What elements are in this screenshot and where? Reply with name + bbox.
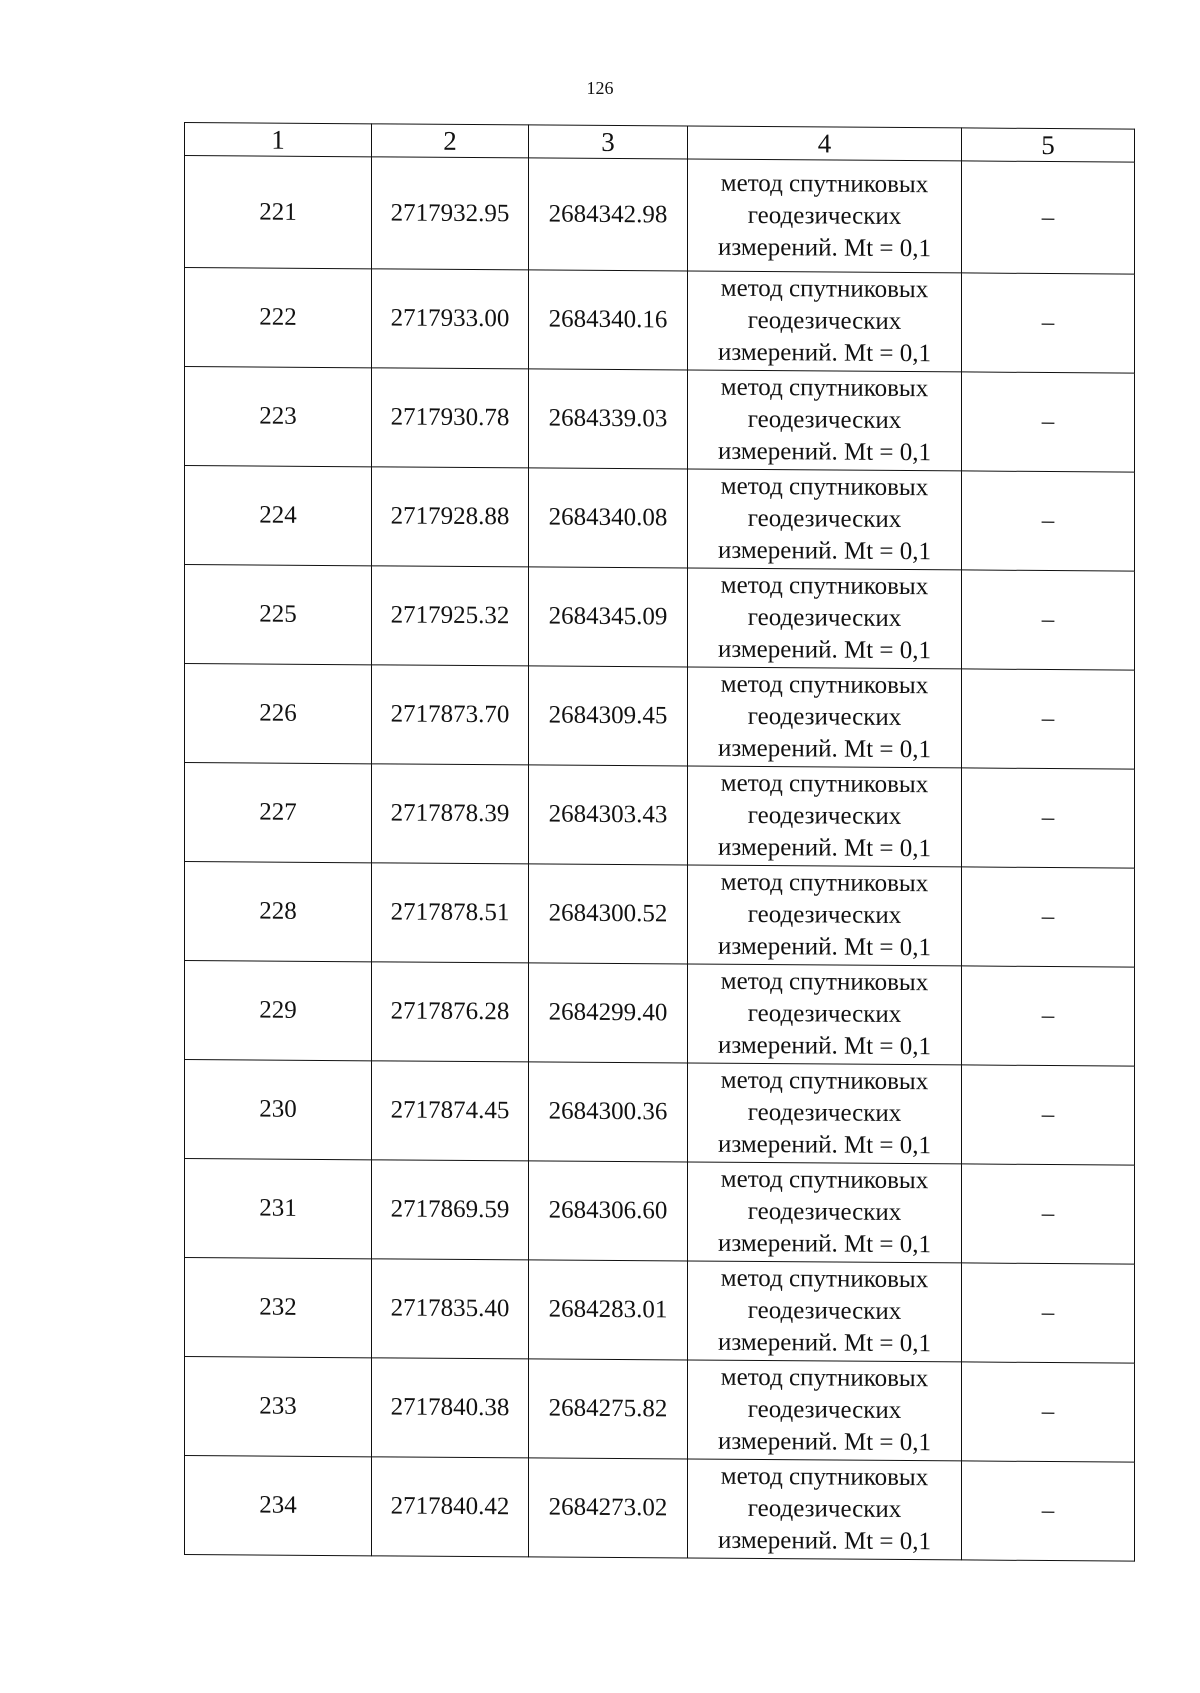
y-coordinate-cell: 2684309.45 <box>529 666 688 766</box>
x-coordinate-cell: 2717878.39 <box>372 764 529 864</box>
method-line: измерений. Mt = 0,1 <box>717 233 932 262</box>
method-cell <box>688 469 962 570</box>
method-line: метод спутниковых <box>720 169 929 198</box>
note-cell: – <box>962 1263 1135 1363</box>
method-line: измерений. Mt = 0,1 <box>717 635 932 665</box>
y-coordinate-cell: 2684340.16 <box>529 270 688 370</box>
method-line: метод спутниковых <box>720 1264 929 1294</box>
y-coordinate-cell: 2684283.01 <box>529 1260 688 1360</box>
method-line: геодезических <box>747 999 902 1029</box>
method-cell <box>688 1360 962 1461</box>
method-line: геодезических <box>747 801 902 831</box>
y-coordinate-cell: 2684300.52 <box>529 864 688 964</box>
table-row <box>185 1357 1135 1463</box>
header-cell-5: 5 <box>962 128 1135 162</box>
method-cell <box>688 766 962 867</box>
method-line: геодезических <box>747 1494 902 1524</box>
method-line: геодезических <box>747 1098 902 1128</box>
method-line: метод спутниковых <box>720 472 929 502</box>
method-cell <box>688 1063 962 1164</box>
x-coordinate-cell: 2717840.42 <box>372 1457 529 1557</box>
method-line: геодезических <box>747 201 902 230</box>
point-number-cell: 234 <box>185 1456 372 1556</box>
x-coordinate-cell: 2717930.78 <box>372 368 529 468</box>
note-cell: – <box>962 1164 1135 1264</box>
method-line: метод спутниковых <box>720 868 929 898</box>
point-number-cell: 224 <box>185 466 372 566</box>
table-body <box>185 156 1135 1562</box>
method-line: измерений. Mt = 0,1 <box>717 1328 932 1358</box>
table-row <box>185 1456 1135 1562</box>
method-line: измерений. Mt = 0,1 <box>717 1130 932 1160</box>
table-row <box>185 268 1135 374</box>
y-coordinate-cell: 2684300.36 <box>529 1062 688 1162</box>
method-line: измерений. Mt = 0,1 <box>717 1229 932 1259</box>
table-row <box>185 466 1135 572</box>
header-cell-2: 2 <box>372 124 529 158</box>
point-number-cell: 226 <box>185 664 372 764</box>
method-line: измерений. Mt = 0,1 <box>717 437 932 467</box>
method-line: измерений. Mt = 0,1 <box>717 833 932 863</box>
note-cell: – <box>962 669 1135 769</box>
table-row <box>185 763 1135 869</box>
note-cell: – <box>962 867 1135 967</box>
method-line: измерений. Mt = 0,1 <box>717 932 932 962</box>
table-row <box>185 367 1135 473</box>
x-coordinate-cell: 2717840.38 <box>372 1358 529 1458</box>
method-cell <box>688 568 962 669</box>
point-number-cell: 225 <box>185 565 372 665</box>
x-coordinate-cell: 2717878.51 <box>372 863 529 963</box>
y-coordinate-cell: 2684303.43 <box>529 765 688 865</box>
note-cell: – <box>962 372 1135 472</box>
x-coordinate-cell: 2717925.32 <box>372 566 529 666</box>
point-number-cell: 233 <box>185 1357 372 1457</box>
method-line: геодезических <box>747 1197 902 1227</box>
method-line: метод спутниковых <box>720 373 929 403</box>
coordinates-table <box>184 122 1135 1562</box>
table-row <box>185 664 1135 770</box>
method-line: геодезических <box>747 1395 902 1425</box>
note-cell: – <box>962 768 1135 868</box>
method-cell <box>688 667 962 768</box>
x-coordinate-cell: 2717876.28 <box>372 962 529 1062</box>
note-cell: – <box>962 161 1135 274</box>
point-number-cell: 228 <box>185 862 372 962</box>
method-line: метод спутниковых <box>720 1462 929 1492</box>
point-number-cell: 222 <box>185 268 372 368</box>
y-coordinate-cell: 2684306.60 <box>529 1161 688 1261</box>
note-cell: – <box>962 1065 1135 1165</box>
header-cell-4: 4 <box>688 126 962 161</box>
method-line: геодезических <box>747 900 902 930</box>
method-line: метод спутниковых <box>720 571 929 601</box>
method-line: метод спутниковых <box>720 1363 929 1393</box>
y-coordinate-cell: 2684339.03 <box>529 369 688 469</box>
x-coordinate-cell: 2717869.59 <box>372 1160 529 1260</box>
point-number-cell: 221 <box>185 156 372 269</box>
method-line: геодезических <box>747 603 902 633</box>
y-coordinate-cell: 2684275.82 <box>529 1359 688 1459</box>
point-number-cell: 231 <box>185 1159 372 1259</box>
method-line: измерений. Mt = 0,1 <box>717 1031 932 1061</box>
method-cell <box>688 1261 962 1362</box>
header-cell-3: 3 <box>529 125 688 159</box>
y-coordinate-cell: 2684342.98 <box>529 158 688 271</box>
method-cell <box>688 964 962 1065</box>
method-line: измерений. Mt = 0,1 <box>717 338 932 368</box>
method-line: геодезических <box>747 1296 902 1326</box>
y-coordinate-cell: 2684345.09 <box>529 567 688 667</box>
page-number: 126 <box>586 78 614 98</box>
y-coordinate-cell: 2684340.08 <box>529 468 688 568</box>
point-number-cell: 229 <box>185 961 372 1061</box>
x-coordinate-cell: 2717933.00 <box>372 269 529 369</box>
y-coordinate-cell: 2684299.40 <box>529 963 688 1063</box>
note-cell: – <box>962 966 1135 1066</box>
method-cell <box>688 1459 962 1560</box>
method-cell <box>688 159 962 273</box>
header-cell-1: 1 <box>185 123 372 157</box>
method-line: геодезических <box>747 504 902 534</box>
table-row <box>185 862 1135 968</box>
note-cell: – <box>962 273 1135 373</box>
table-row <box>185 1159 1135 1265</box>
x-coordinate-cell: 2717928.88 <box>372 467 529 567</box>
method-line: метод спутниковых <box>720 967 929 997</box>
note-cell: – <box>962 570 1135 670</box>
table-row <box>185 961 1135 1067</box>
method-line: метод спутниковых <box>720 670 929 700</box>
method-line: метод спутниковых <box>720 1165 929 1195</box>
point-number-cell: 223 <box>185 367 372 467</box>
note-cell: – <box>962 471 1135 571</box>
x-coordinate-cell: 2717874.45 <box>372 1061 529 1161</box>
method-line: геодезических <box>747 306 902 336</box>
point-number-cell: 232 <box>185 1258 372 1358</box>
table-row <box>185 156 1135 275</box>
y-coordinate-cell: 2684273.02 <box>529 1458 688 1558</box>
method-cell <box>688 271 962 372</box>
method-line: метод спутниковых <box>720 769 929 799</box>
point-number-cell: 227 <box>185 763 372 863</box>
table-row <box>185 1060 1135 1166</box>
x-coordinate-cell: 2717932.95 <box>372 157 529 270</box>
method-line: метод спутниковых <box>720 274 929 304</box>
method-line: измерений. Mt = 0,1 <box>717 1427 932 1457</box>
method-line: измерений. Mt = 0,1 <box>717 536 932 566</box>
method-cell <box>688 370 962 471</box>
x-coordinate-cell: 2717873.70 <box>372 665 529 765</box>
x-coordinate-cell: 2717835.40 <box>372 1259 529 1359</box>
table-row <box>185 565 1135 671</box>
method-line: измерений. Mt = 0,1 <box>717 734 932 764</box>
note-cell: – <box>962 1461 1135 1561</box>
note-cell: – <box>962 1362 1135 1462</box>
point-number-cell: 230 <box>185 1060 372 1160</box>
method-cell <box>688 1162 962 1263</box>
method-line: геодезических <box>747 702 902 732</box>
method-line: метод спутниковых <box>720 1066 929 1096</box>
method-line: геодезических <box>747 405 902 435</box>
table-row <box>185 1258 1135 1364</box>
method-cell <box>688 865 962 966</box>
method-line: измерений. Mt = 0,1 <box>717 1526 932 1556</box>
